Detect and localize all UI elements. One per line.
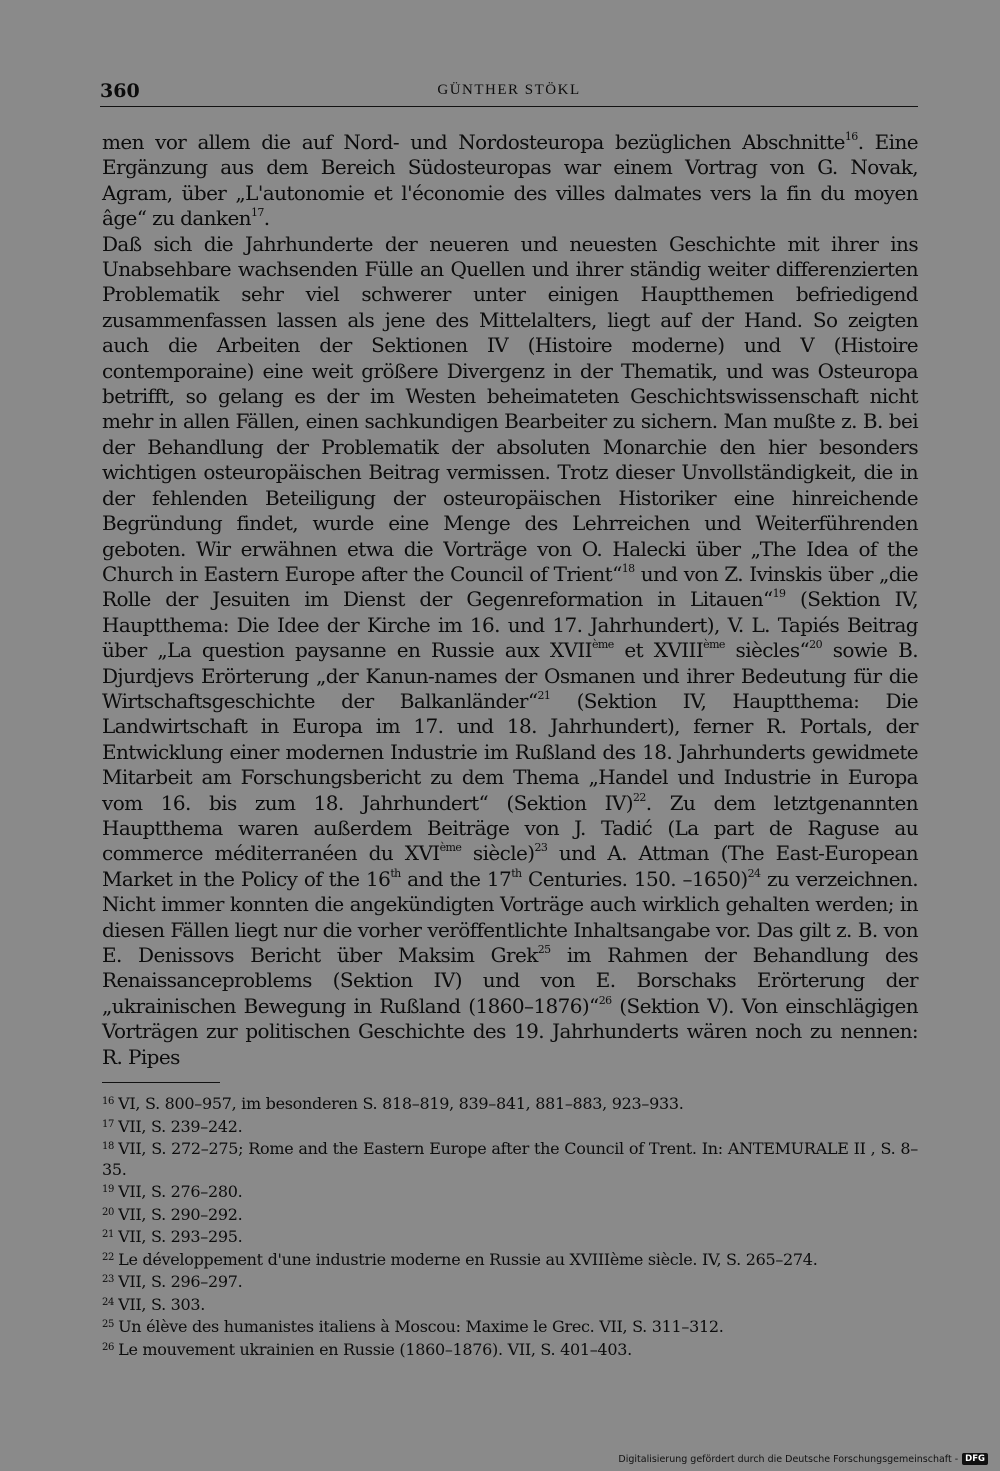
footnote (102, 1248, 918, 1271)
text-run: Centuries. 150. –1650) (521, 866, 748, 891)
text-run: und A. Attman (The East-European Market in the Policy of the 16 (102, 841, 918, 891)
text-run: et XVIII (613, 638, 704, 663)
paragraph (102, 130, 918, 232)
superscript: 17 (250, 206, 264, 220)
footnote (102, 1225, 918, 1248)
text-run: siècle) (461, 841, 535, 866)
footnote-number: 16 (102, 1096, 115, 1107)
footnote-number: 25 (102, 1319, 115, 1330)
footnote-text: VII, S. 272–275; Rome and the Eastern Europe after the Council of Trent. In: ANTEMURALE II , S. 8–35. (102, 1139, 918, 1179)
footnote-number: 23 (102, 1274, 115, 1285)
footnote-number: 24 (102, 1296, 115, 1308)
footnote-text: VI, S. 800–957, im besonderen S. 818–819, 839–841, 881–883, 923–933. (118, 1094, 684, 1113)
superscript: ème (439, 841, 462, 855)
superscript: 23 (534, 841, 548, 855)
superscript: 20 (809, 638, 822, 652)
footnote (102, 1338, 918, 1361)
superscript: 24 (747, 866, 761, 880)
dfg-logo-icon: DFG (962, 1453, 988, 1465)
text-run: . Eine Ergänzung aus dem Bereich Südosteuropas war einem Vortrag von G. Novak, Agram, über „L'autonomie et l'économie des villes dalmates vers la fin du moyen âge“ zu danken (102, 130, 918, 231)
footnote (102, 1315, 918, 1338)
body-text (102, 130, 918, 1070)
text-run: im Rahmen der Behandlung des Renaissanceproblems (Sektion IV) und von E. Borschaks Erörterung der „ukrainischen Bewegung in Rußland (1860–1876)“ (102, 943, 918, 1018)
footnote (102, 1203, 918, 1226)
footnote-number: 22 (102, 1251, 115, 1263)
superscript: 16 (844, 130, 858, 143)
footnote-text: VII, S. 290–292. (118, 1204, 243, 1224)
superscript: ème (703, 638, 725, 652)
text-run: und von Z. Ivinskis über „die Rolle der Jesuiten im Dienst der Gegenreformation in Litauen“ (102, 561, 918, 612)
text-run: sowie B. Djurdjevs Erörterung „der Kanun-names der Osmanen und ihrer Bedeutung für die Wirtschaftsgeschichte der Balkanländer“ (102, 638, 918, 713)
text-run: men vor allem die auf Nord- und Nordosteuropa bezüglichen Abschnitte (102, 130, 845, 154)
superscript: 22 (632, 790, 646, 804)
paragraph (102, 232, 918, 1070)
superscript: 18 (621, 561, 635, 575)
superscript: th (390, 866, 401, 880)
footnotes (102, 1092, 918, 1360)
superscript: ème (591, 638, 614, 652)
digitization-credit (618, 1453, 988, 1465)
superscript: th (511, 866, 522, 880)
footnote (102, 1092, 918, 1115)
footnote (102, 1180, 918, 1203)
footnote-text: VII, S. 296–297. (118, 1272, 243, 1291)
footnote-text: VII, S. 303. (118, 1294, 206, 1314)
running-head: GÜNTHER STÖKL (437, 82, 581, 98)
footnote-number: 18 (102, 1141, 115, 1152)
superscript: 19 (772, 587, 786, 601)
footnote-number: 26 (102, 1341, 115, 1353)
superscript: 21 (537, 688, 551, 702)
text-run: (Sektion IV, Hauptthema: Die Landwirtschaft in Europa im 17. und 18. Jahrhundert), ferner R. Portals, der Entwicklung einer modernen Industrie im Rußland des 18. Jahrhunderts gewidmete Mitarbeit am Forschungsbericht zu dem Thema „Handel und Industrie in Europa vom 16. bis zum 18. Jahrhundert“ (Sektion IV) (102, 688, 918, 815)
footnote-number: 20 (102, 1206, 115, 1218)
text-run: Daß sich die Jahrhunderte der neueren und neuesten Geschichte mit ihrer ins Unabsehbare wachsenden Fülle an Quellen und ihrer ständig weiter differenzierten Problematik sehr viel schwerer unter einigen Hauptthemen befriedigend zusammenfassen lassen als jene des Mittelalters, liegt auf der Hand. So zeigten auch die Arbeiten der Sektionen IV (Histoire moderne) und V (Histoire contemporaine) eine weit größere Divergenz in der Thematik, und was Osteuropa betrifft, so gelang es der im Westen beheimateten Geschichtswissenschaft nicht mehr in allen Fällen, einen sachkundigen Bearbeiter zu sichern. Man mußte z. B. bei der Behandlung der Problematik der absoluten Monarchie den hier besonders wichtigen osteuropäischen Beitrag vermissen. Trotz dieser Unvollständigkeit, die in der fehlenden Beteiligung der osteuropäischen Historiker eine hinreichende Begründung findet, wurde eine Menge des Lehrreichen und Weiterführenden geboten. Wir erwähnen etwa die Vorträge von O. Halecki über „The Idea of the Church in Eastern Europe after the Council of Trient“ (102, 231, 918, 586)
text-run: (Sektion IV, Hauptthema: Die Idee der Kirche im 16. und 17. Jahrhundert), V. L. Tapiés Beitrag über „La question paysanne en Russie aux XVII (102, 587, 919, 663)
footnote (102, 1270, 918, 1293)
footnote-text: Un élève des humanistes italiens à Moscou: Maxime le Grec. VII, S. 311–312. (118, 1317, 724, 1336)
text-run: zu verzeichnen. Nicht immer konnten die angekündigten Vorträge auch wirklich gehalten werden; in diesen Fällen liegt nur die vorher veröffentlichte Inhaltsangabe vor. Das gilt z. B. von E. Denissovs Bericht über Maksim Grek (102, 866, 919, 967)
footnote-text: VII, S. 293–295. (118, 1227, 243, 1246)
superscript: 26 (598, 993, 612, 1007)
page-header (100, 78, 918, 107)
footnote-text: Le développement d'une industrie moderne en Russie au XVIIIème siècle. IV, S. 265–274. (118, 1249, 818, 1269)
footnote-number: 21 (102, 1229, 115, 1240)
footnote-number: 17 (102, 1118, 115, 1130)
footnote (102, 1293, 918, 1316)
text-run: . Zu dem letztgenannten Hauptthema waren außerdem Beiträge von J. Tadić (La part de Raguse au commerce méditerranéen du XVI (102, 790, 918, 866)
credit-text: Digitalisierung gefördert durch die Deutsche Forschungsgemeinschaft - (618, 1453, 959, 1465)
footnote (102, 1115, 918, 1138)
footnote-text: VII, S. 239–242. (118, 1116, 243, 1136)
text-run: (Sektion V). Von einschlägigen Vorträgen zur politischen Geschichte des 19. Jahrhunderts wären noch zu nennen: R. Pipes (102, 993, 918, 1069)
footnote-divider (102, 1082, 220, 1083)
footnote (102, 1137, 918, 1180)
text-run: siècles“ (724, 638, 810, 663)
footnote-text: Le mouvement ukrainien en Russie (1860–1876). VII, S. 401–403. (118, 1339, 632, 1359)
page-number: 360 (100, 80, 140, 102)
text-run: and the 17 (400, 866, 512, 891)
text-run: . (263, 206, 270, 231)
superscript: 25 (537, 943, 551, 956)
footnote-number: 19 (102, 1184, 115, 1195)
footnote-text: VII, S. 276–280. (118, 1182, 243, 1201)
